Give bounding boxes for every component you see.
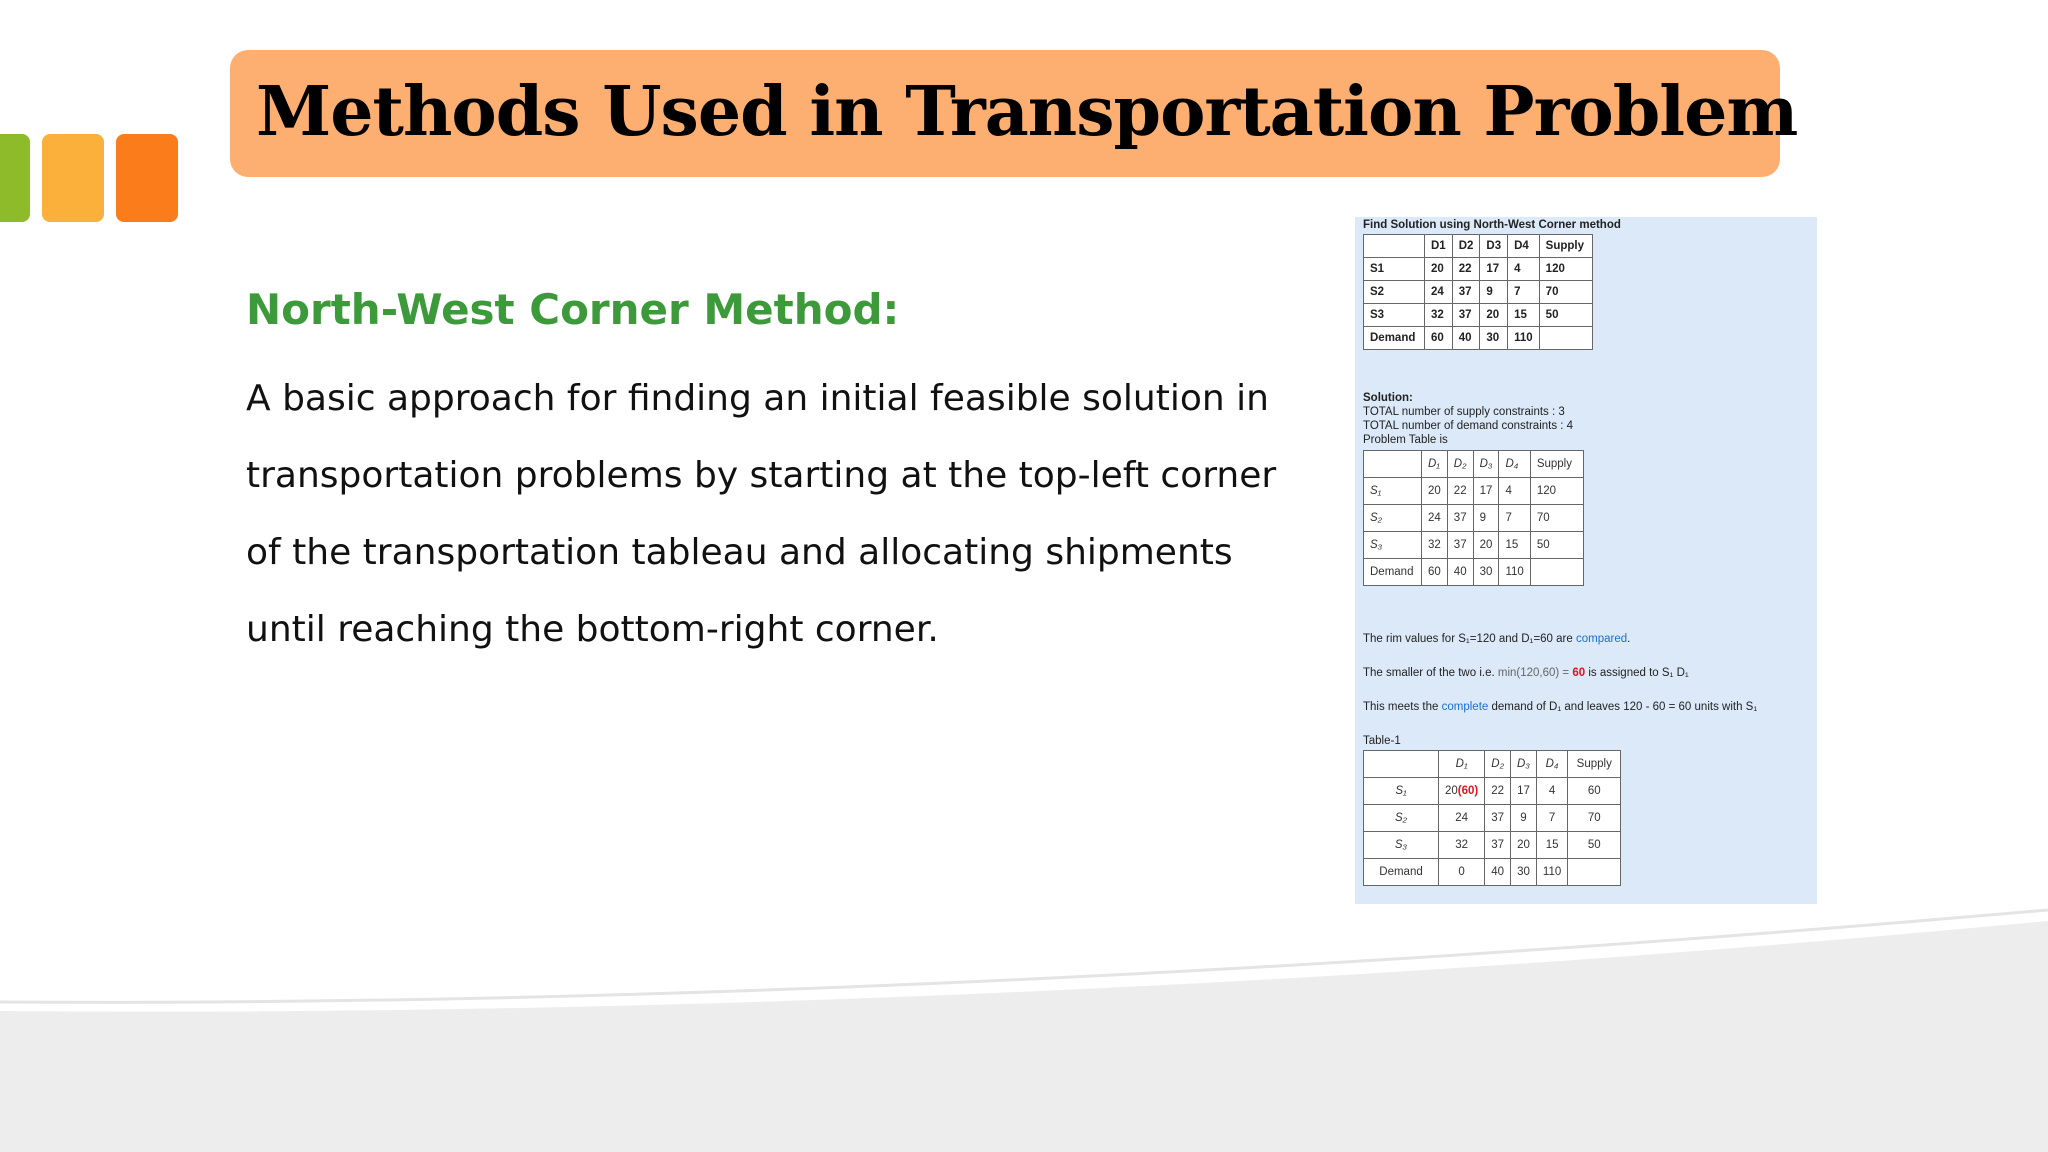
accent-square-green (0, 134, 30, 222)
table-row: Demand 60 40 30 110 (1364, 327, 1593, 350)
table-row: Demand 0 40 30 110 (1364, 859, 1621, 886)
title-bar (230, 50, 1798, 177)
method-description: A basic approach for finding an initial feasible solution in transportation problems by starting at the top-left corner of the transportation tableau and allocating shipments until reaching the bottom-right corner. (246, 378, 1277, 650)
nw-corner-example-figure (1355, 217, 1817, 904)
table-row: S₂ 24 37 9 7 70 (1364, 805, 1621, 832)
assignment-text: The smaller of the two i.e. min(120,60) = 60 is assigned to S₁ D₁ (1363, 667, 1689, 679)
table-row: S2 24 37 9 7 70 (1364, 281, 1593, 304)
allocation-table (1363, 750, 1621, 886)
cost-table (1363, 234, 1593, 350)
supply-constraints-text: TOTAL number of supply constraints : 3 (1363, 406, 1565, 418)
footer-wave (0, 880, 2048, 1152)
accent-square-orange (116, 134, 178, 222)
allocation-table-header: D₁ D₂ D₃ D₄ Supply (1364, 751, 1621, 778)
rim-values-text: The rim values for S₁=120 and D₁=60 are compared. (1363, 633, 1631, 645)
table-row: S₁ 20(60) 22 17 4 60 (1364, 778, 1621, 805)
cost-table-header: D1 D2 D3 D4 Supply (1364, 235, 1593, 258)
table-row: Demand 60 40 30 110 (1364, 559, 1584, 586)
problem-table-label: Problem Table is (1363, 434, 1448, 446)
problem-table-header: D₁ D₂ D₃ D₄ Supply (1364, 451, 1584, 478)
compared-link[interactable]: compared (1575, 633, 1628, 645)
slide-title: Methods Used in Transportation Problem (256, 72, 1798, 152)
table-row: S3 32 37 20 15 50 (1364, 304, 1593, 327)
complete-link[interactable]: complete (1441, 701, 1489, 713)
table-row: S₂ 24 37 9 7 70 (1364, 505, 1584, 532)
table-row: S1 20 22 17 4 120 (1364, 258, 1593, 281)
allocation-value: (60) (1457, 785, 1479, 797)
figure-heading: Find Solution using North-West Corner method (1363, 219, 1621, 231)
demand-constraints-text: TOTAL number of demand constraints : 4 (1363, 420, 1574, 432)
table-row: S₁ 20 22 17 4 120 (1364, 478, 1584, 505)
accent-square-yellow (42, 134, 104, 222)
demand-met-text: This meets the complete demand of D₁ and leaves 120 - 60 = 60 units with S₁ (1363, 701, 1758, 713)
table-1-label: Table-1 (1363, 735, 1401, 747)
table-row: S₃ 32 37 20 15 50 (1364, 832, 1621, 859)
method-heading: North-West Corner Method: (246, 285, 900, 334)
table-row: S₃ 32 37 20 15 50 (1364, 532, 1584, 559)
solution-label: Solution: (1363, 392, 1413, 404)
problem-table (1363, 450, 1584, 586)
